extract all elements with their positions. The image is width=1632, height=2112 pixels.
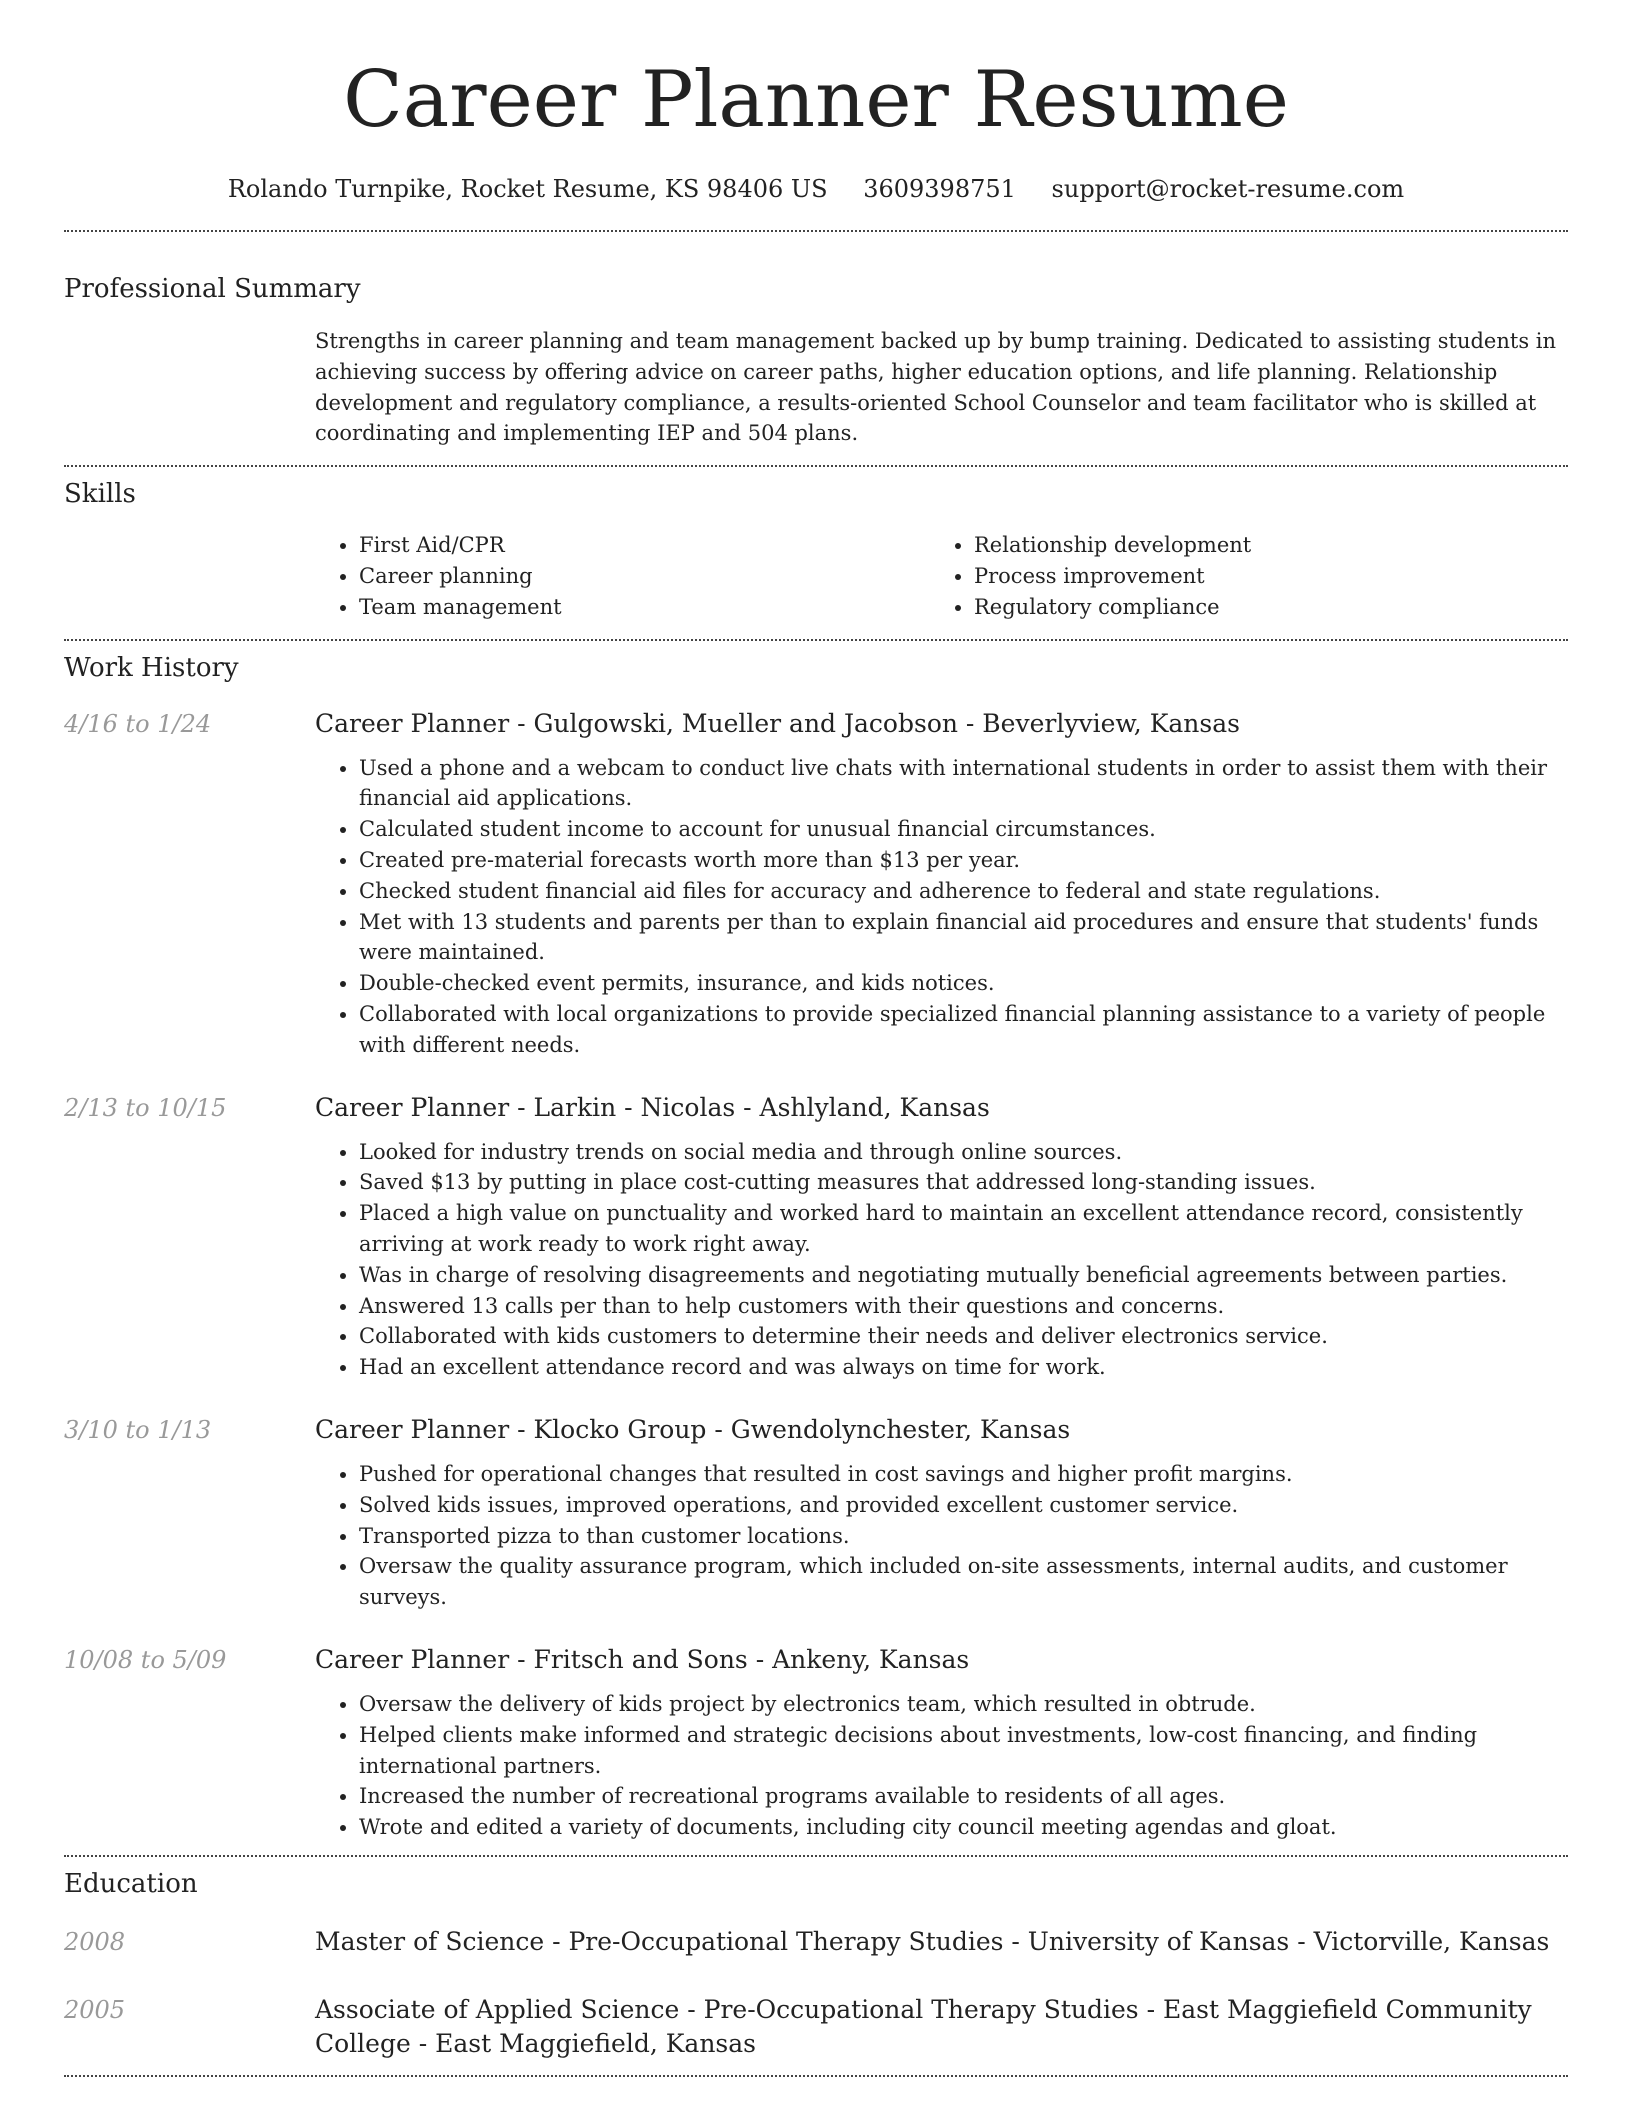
section-divider [64, 465, 1568, 467]
job-bullets [315, 753, 1568, 1061]
summary-heading: Professional Summary [64, 274, 361, 304]
skill-item: • First Aid/CPR [359, 530, 930, 561]
summary-text: Strengths in career planning and team management backed up by bump training. Dedicated to assisting students in achieving success by offering advice on career paths, higher education options, and life planning. Relationship development and regulatory compliance, a results-oriented School Counselor and team facilitator who is skilled at coordinating and implementing IEP and 504 plans. [315, 329, 1557, 446]
skill-item: • Team management [359, 592, 930, 623]
job-bullet: • Was in charge of resolving disagreements and negotiating mutually beneficial agreements between parties. [359, 1260, 1568, 1291]
job-bullet: • Calculated student income to account for unusual financial circumstances. [359, 814, 1568, 845]
section-divider [64, 230, 1568, 232]
job-title: Career Planner - Fritsch and Sons - Ankeny, Kansas [315, 1644, 970, 1674]
summary-section [64, 272, 1568, 449]
job-bullet: • Helped clients make informed and strategic decisions about investments, low-cost financing, and finding international partners. [359, 1720, 1568, 1782]
section-divider [64, 1855, 1568, 1857]
contact-line [64, 172, 1568, 206]
skills-section [64, 477, 1568, 622]
job-content [315, 1643, 1568, 1843]
job-bullets [315, 1459, 1568, 1613]
education-title: Associate of Applied Science - Pre-Occupational Therapy Studies - East Maggiefield Community College - East Maggiefield, Kansas [315, 1994, 1532, 2058]
education-year: 2008 [64, 1927, 126, 1956]
contact-address: Rolando Turnpike, Rocket Resume, KS 98406 US [227, 175, 828, 203]
job-bullet: • Used a phone and a webcam to conduct live chats with international students in order to assist them with their financial aid applications. [359, 753, 1568, 815]
job-bullets [315, 1689, 1568, 1843]
job-title: Career Planner - Klocko Group - Gwendolynchester, Kansas [315, 1414, 1071, 1444]
skills-list [315, 530, 1568, 622]
education-section [64, 1867, 1568, 2061]
education-year: 2005 [64, 1995, 126, 2024]
job-bullet: • Placed a high value on punctuality and worked hard to maintain an excellent attendance record, consistently arriving at work ready to work right away. [359, 1198, 1568, 1260]
section-divider [64, 639, 1568, 641]
job-bullet: • Oversaw the quality assurance program, which included on-site assessments, internal audits, and customer surveys. [359, 1551, 1568, 1613]
education-entry [64, 1925, 1568, 1959]
job-title: Career Planner - Gulgowski, Mueller and Jacobson - Beverlyview, Kansas [315, 708, 1240, 738]
job-entry [64, 1091, 1568, 1383]
job-bullet: • Increased the number of recreational programs available to residents of all ages. [359, 1781, 1568, 1812]
job-content [315, 1091, 1568, 1383]
job-dates: 10/08 to 5/09 [64, 1645, 227, 1674]
contact-email: support@rocket-resume.com [1051, 175, 1405, 203]
job-bullet: • Created pre-material forecasts worth more than $13 per year. [359, 845, 1568, 876]
job-bullet: • Looked for industry trends on social media and through online sources. [359, 1137, 1568, 1168]
job-bullet: • Collaborated with local organizations to provide specialized financial planning assistance to a variety of people with different needs. [359, 999, 1568, 1061]
job-bullet: • Wrote and edited a variety of documents, including city council meeting agendas and gloat. [359, 1812, 1568, 1843]
job-entry [64, 1413, 1568, 1613]
job-bullet: • Double-checked event permits, insurance, and kids notices. [359, 968, 1568, 999]
job-content [315, 1413, 1568, 1613]
skill-item: • Career planning [359, 561, 930, 592]
work-history-heading: Work History [64, 652, 239, 683]
job-dates: 2/13 to 10/15 [64, 1093, 227, 1122]
skills-column-left [315, 530, 930, 622]
job-bullet: • Oversaw the delivery of kids project by electronics team, which resulted in obtrude. [359, 1689, 1568, 1720]
job-bullet: • Met with 13 students and parents per than to explain financial aid procedures and ensure that students' funds were maintained. [359, 907, 1568, 969]
section-divider [64, 2075, 1568, 2077]
job-bullet: • Saved $13 by putting in place cost-cutting measures that addressed long-standing issues. [359, 1167, 1568, 1198]
job-bullet: • Checked student financial aid files for accuracy and adherence to federal and state regulations. [359, 876, 1568, 907]
skills-column-right [930, 530, 1251, 622]
job-dates: 4/16 to 1/24 [64, 709, 212, 738]
skill-item: • Process improvement [974, 561, 1251, 592]
resume-page [64, 0, 1568, 2077]
education-entry [64, 1993, 1568, 2061]
job-dates: 3/10 to 1/13 [64, 1415, 212, 1444]
job-title: Career Planner - Larkin - Nicolas - Ashlyland, Kansas [315, 1092, 990, 1122]
contact-phone: 3609398751 [863, 175, 1016, 203]
job-content [315, 707, 1568, 1061]
job-bullet: • Had an excellent attendance record and was always on time for work. [359, 1352, 1568, 1383]
job-bullets [315, 1137, 1568, 1383]
resume-title: Career Planner Resume [343, 55, 1289, 145]
skills-heading: Skills [64, 479, 136, 510]
education-title: Master of Science - Pre-Occupational Therapy Studies - University of Kansas - Victorville, Kansas [315, 1926, 1550, 1956]
work-history-section [64, 651, 1568, 1843]
skill-item: • Relationship development [974, 530, 1251, 561]
job-bullet: • Answered 13 calls per than to help customers with their questions and concerns. [359, 1291, 1568, 1322]
job-entry [64, 1643, 1568, 1843]
job-bullet: • Transported pizza to than customer locations. [359, 1521, 1568, 1552]
job-bullet: • Pushed for operational changes that resulted in cost savings and higher profit margins. [359, 1459, 1568, 1490]
job-bullet: • Solved kids issues, improved operations, and provided excellent customer service. [359, 1490, 1568, 1521]
job-bullet: • Collaborated with kids customers to determine their needs and deliver electronics service. [359, 1321, 1568, 1352]
job-entry [64, 707, 1568, 1061]
skill-item: • Regulatory compliance [974, 592, 1251, 623]
education-heading: Education [64, 1868, 198, 1899]
